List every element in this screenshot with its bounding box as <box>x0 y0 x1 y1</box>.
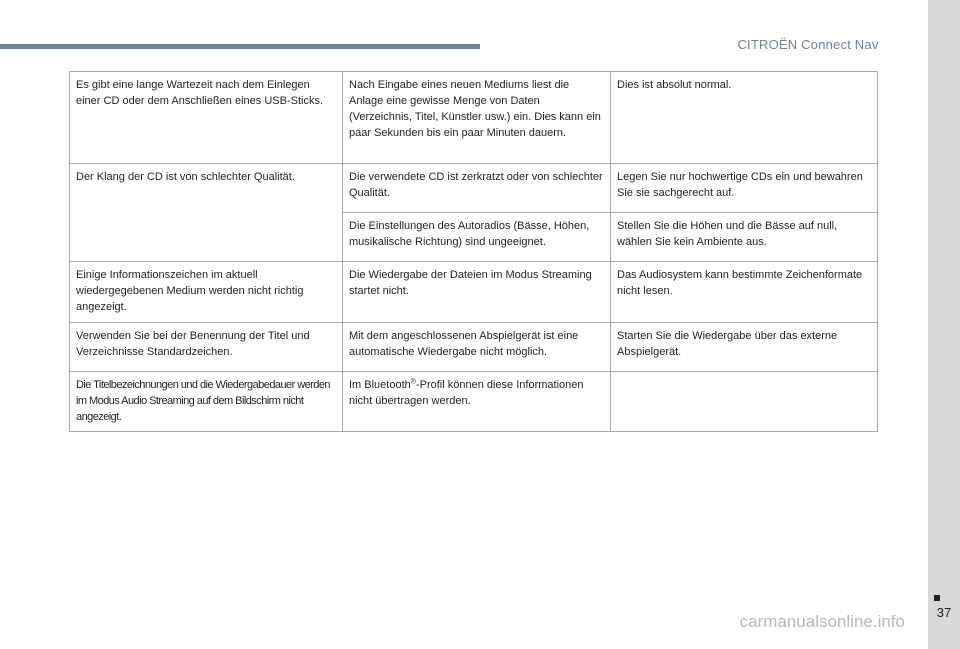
cause-cell <box>343 372 611 432</box>
cause-cell: Nach Eingabe eines neuen Mediums liest die Anlage eine gewisse Menge von Daten (Verzeichnis, Titel, Künstler usw.) ein. Dies kann ein paar Sekunden bis ein paar Minuten dauern. <box>343 72 611 164</box>
question-cell: Einige Informationszeichen im aktuell wiedergegebenen Medium werden nicht richtig angezeigt. <box>70 262 343 323</box>
page-header-title: CITROËN Connect Nav <box>737 37 879 52</box>
watermark: carmanualsonline.info <box>739 612 905 631</box>
solution-cell: Starten Sie die Wiedergabe über das externe Abspielgerät. <box>611 323 878 372</box>
registered-mark: ® <box>410 378 416 386</box>
troubleshooting-table <box>69 71 878 432</box>
table-row <box>70 72 878 164</box>
table-row <box>70 323 878 372</box>
solution-cell: Das Audiosystem kann bestimmte Zeichenformate nicht lesen. <box>611 262 878 323</box>
table-row <box>70 164 878 213</box>
question-cell: Der Klang der CD ist von schlechter Qualität. <box>70 164 343 262</box>
cause-cell: Die verwendete CD ist zerkratzt oder von schlechter Qualität. <box>343 164 611 213</box>
solution-cell: Dies ist absolut normal. <box>611 72 878 164</box>
header-rule <box>0 44 480 49</box>
solution-cell: Stellen Sie die Höhen und die Bässe auf null, wählen Sie kein Ambiente aus. <box>611 213 878 262</box>
cause-cell: Die Einstellungen des Autoradios (Bässe, Höhen, musikalische Richtung) sind ungeeignet. <box>343 213 611 262</box>
side-tab-strip <box>928 0 960 649</box>
table-row <box>70 372 878 432</box>
cause-prefix: Im Bluetooth <box>349 379 411 391</box>
cause-cell: Die Wiedergabe der Dateien im Modus Streaming startet nicht. <box>343 262 611 323</box>
question-cell: Es gibt eine lange Wartezeit nach dem Einlegen einer CD oder dem Anschließen eines USB-Sticks. <box>70 72 343 164</box>
section-marker <box>934 595 940 601</box>
question-cell: Die Titelbezeichnungen und die Wiedergabedauer werden im Modus Audio Streaming auf dem Bildschirm nicht angezeigt. <box>70 372 343 432</box>
question-cell: Verwenden Sie bei der Benennung der Titel und Verzeichnisse Standardzeichen. <box>70 323 343 372</box>
table-row <box>70 262 878 323</box>
cause-cell: Mit dem angeschlossenen Abspielgerät ist eine automatische Wiedergabe nicht möglich. <box>343 323 611 372</box>
solution-cell <box>611 372 878 432</box>
page-number: 37 <box>936 605 952 620</box>
cause-suffix: -Profil können diese Informationen nicht übertragen werden. <box>349 379 584 407</box>
solution-cell: Legen Sie nur hochwertige CDs ein und bewahren Sie sie sachgerecht auf. <box>611 164 878 213</box>
